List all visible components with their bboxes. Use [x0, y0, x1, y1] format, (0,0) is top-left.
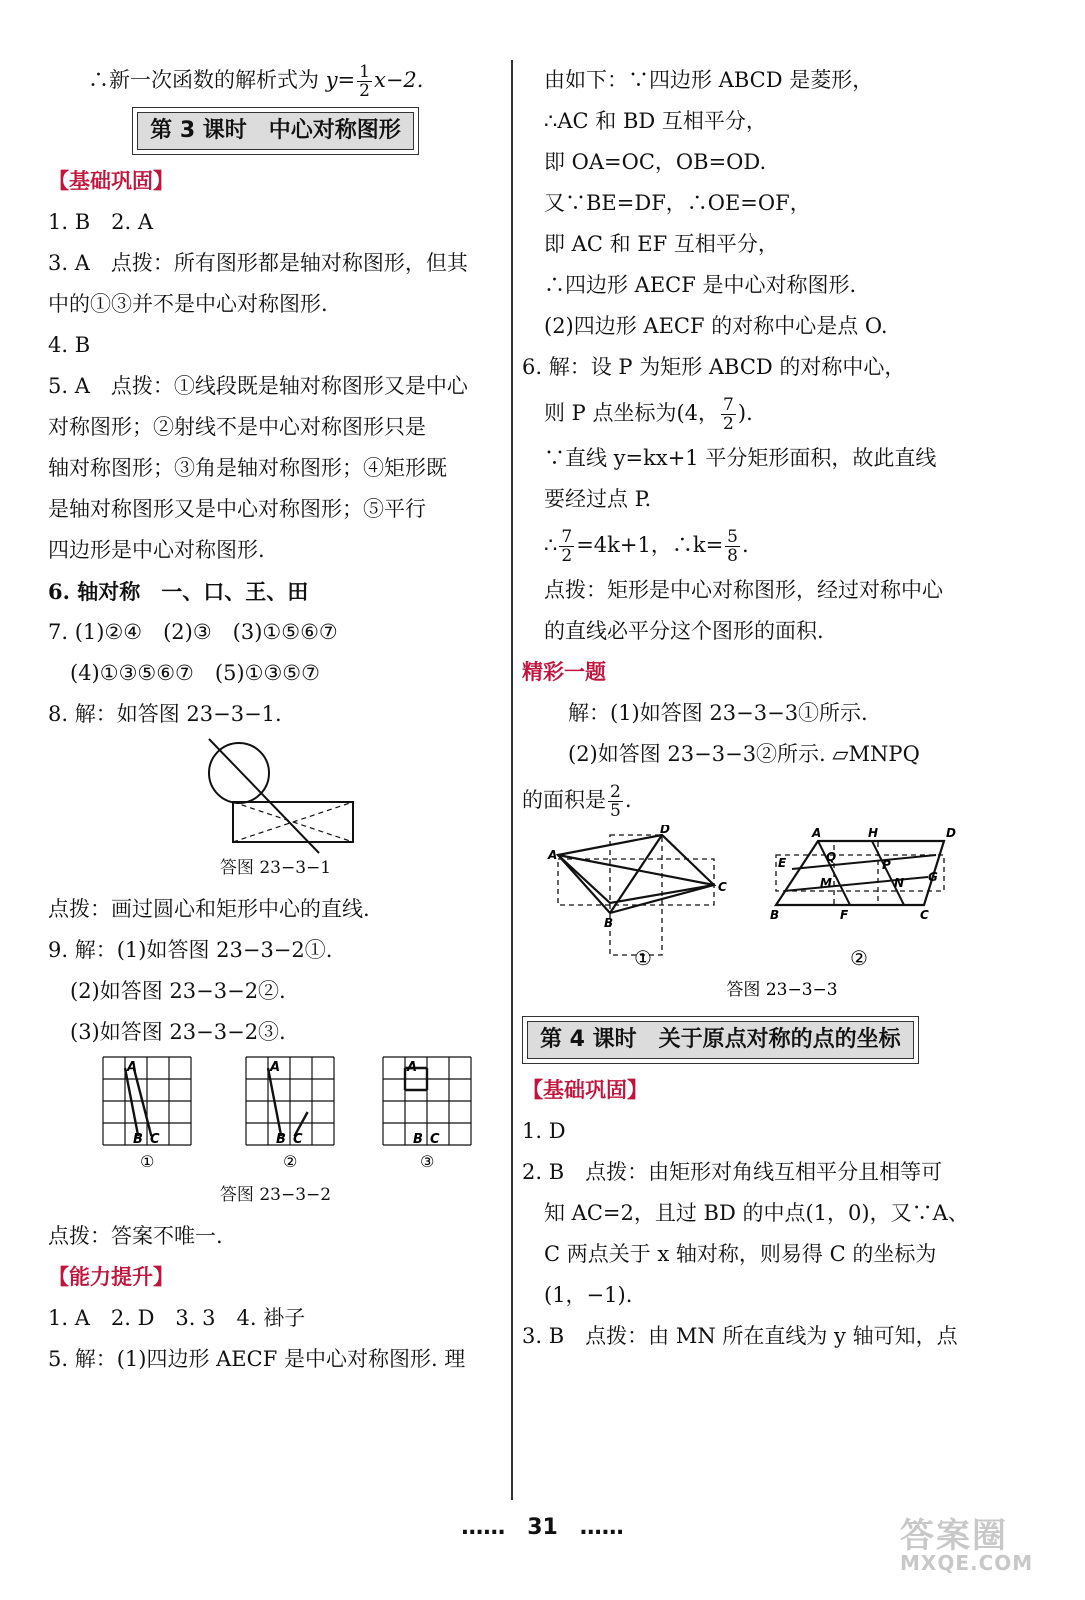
fig2-label: F [840, 908, 849, 922]
answer-c1: 1. D [522, 1119, 566, 1143]
result-fraction: $\frac{1}{2}$ [359, 62, 370, 101]
grid-point-label: C [293, 1131, 303, 1147]
answer-9: 9. 解：(1)如答图 23−3−2①. [48, 938, 333, 962]
fig2-label: Q [826, 850, 837, 864]
caption-23-3-3: 答图 23−3−3 [726, 980, 838, 1000]
answer-7: 7. (1)②④ (2)③ (3)①⑤⑥⑦ [48, 620, 338, 644]
figure-23-3-1 [181, 735, 371, 855]
result-y: y= [325, 68, 356, 92]
fig2-line [792, 855, 936, 869]
fig2-line [784, 877, 928, 891]
answer-5-cont: 轴对称图形；③角是轴对称图形；④矩形既 [48, 456, 447, 480]
page-number: …… 31 …… [461, 1515, 624, 1540]
answer-c2-cont: C 两点关于 x 轴对称，则易得 C 的坐标为 [544, 1242, 937, 1266]
fig2-label: M [820, 876, 832, 890]
answer-9-cont: (2)如答图 23−3−2②. [70, 979, 286, 1003]
result-text: ∴新一次函数的解析式为 [88, 68, 319, 92]
section-basic: 【基础巩固】 [48, 169, 174, 193]
k-equation-line: ∴ $\frac{7}{2}$ =4k+1，∴k= $\frac{5}{8}$ . [544, 527, 749, 566]
tip-9: 点拨：答案不唯一. [48, 1224, 223, 1248]
answer-7-cont: (4)①③⑤⑥⑦ (5)①③⑤⑦ [70, 661, 320, 685]
point-p-line: 则 P 点坐标为(4， $\frac{7}{2}$ ). [544, 395, 753, 434]
area-line: 的面积是 $\frac{2}{5}$ . [522, 782, 632, 821]
fig2-dashed-rect [834, 841, 878, 905]
fig2-label: G [928, 870, 938, 884]
grid-point-label: A [270, 1060, 281, 1075]
answer-3: 3. A 点拨：所有图形都是轴对称图形，但其 [48, 251, 468, 275]
answer-1-2: 1. B 2. A [48, 210, 154, 234]
left-column [48, 60, 503, 1380]
result-x: x−2. [373, 68, 424, 92]
grid-figure-number: ① [140, 1152, 155, 1171]
answer-c2-cont: (1，−1). [544, 1283, 633, 1307]
answer-c3: 3. B 点拨：由 MN 所在直线为 y 轴可知，点 [522, 1324, 958, 1348]
lesson4-header [522, 1010, 1042, 1070]
answer-5: 5. A 点拨：①线段既是轴对称图形又是中心 [48, 374, 468, 398]
grid-point-label: A [407, 1060, 418, 1075]
fig-number-2: ② [850, 946, 868, 970]
tip-6-cont: 的直线必平分这个图形的面积. [544, 619, 824, 643]
fig2-label: N [894, 876, 905, 890]
figure-23-3-3 [522, 825, 1042, 1000]
fig2-label: E [778, 856, 787, 870]
grid-figure-number: ③ [420, 1152, 435, 1171]
answer-ability-5: 5. 解：(1)四边形 AECF 是中心对称图形. 理 [48, 1347, 466, 1371]
section-wonderful: 精彩一题 [522, 660, 606, 684]
watermark [900, 1508, 1033, 1575]
caption-23-3-2: 答图 23−3−2 [219, 1185, 332, 1205]
answer-5-cont: 是轴对称图形又是中心对称图形；⑤平行 [48, 497, 426, 521]
fig2-line [872, 841, 904, 905]
proof-line: ∴AC 和 BD 互相平分， [544, 109, 767, 133]
column-divider [511, 60, 513, 1500]
fig2-label: P [882, 858, 891, 872]
answer-3-cont: 中的①③并不是中心对称图形. [48, 292, 328, 316]
lesson3-header [48, 101, 503, 161]
proof-line: 要经过点 P. [544, 487, 652, 511]
section-ability: 【能力提升】 [48, 1265, 174, 1289]
grid-point-label: B [276, 1131, 286, 1147]
watermark-line-2: MXQE.COM [900, 1551, 1034, 1575]
right-column [522, 60, 1042, 1357]
grid-point-label: C [150, 1131, 160, 1147]
fig1-label-b: B [604, 916, 614, 930]
proof-line: (2)四边形 AECF 的对称中心是点 O. [544, 314, 888, 338]
lesson4-title: 第 4 课时 关于原点对称的点的坐标 [527, 1021, 914, 1059]
wonderful-answer-2: (2)如答图 23−3−3②所示. ▱MNPQ [568, 742, 920, 766]
wonderful-answer-1: 解：(1)如答图 23−3−3①所示. [568, 701, 868, 725]
answer-4: 4. B [48, 333, 91, 357]
proof-line: ∴四边形 AECF 是中心对称图形. [544, 273, 857, 297]
grid-figure-number: ② [283, 1152, 298, 1171]
fig2-label: A [812, 826, 822, 840]
grid-point-label: B [413, 1131, 423, 1147]
grid-point-label: C [430, 1131, 440, 1147]
fig2-label: H [868, 826, 879, 840]
function-result-line [48, 60, 503, 101]
figure-23-3-2 [48, 1053, 503, 1178]
fig-number-1: ① [634, 946, 652, 970]
circle-shape [209, 743, 269, 803]
fig2-parallelogram [776, 841, 944, 905]
answer-8: 8. 解：如答图 23−3−1. [48, 702, 282, 726]
answer-5-cont: 四边形是中心对称图形. [48, 538, 265, 562]
grid-point-label: A [127, 1060, 138, 1075]
fig2-label: D [946, 826, 956, 840]
lesson3-title: 第 3 课时 中心对称图形 [137, 112, 414, 150]
fig1-label-d: D [660, 825, 670, 836]
tip-8: 点拨：画过圆心和矩形中心的直线. [48, 897, 370, 921]
fig1-label-c: C [718, 880, 727, 894]
answer-c2-cont: 知 AC=2，且过 BD 的中点(1，0)，又∵A、 [544, 1201, 969, 1225]
fig2-dashed-rect [776, 855, 944, 891]
grid-point-label: B [133, 1131, 143, 1147]
fig1-label-a: A [548, 848, 558, 862]
fig2-label: B [770, 908, 780, 922]
section-basic-2: 【基础巩固】 [522, 1078, 648, 1102]
answer-6-solution: 6. 解：设 P 为矩形 ABCD 的对称中心， [522, 355, 906, 379]
proof-line: 即 AC 和 EF 互相平分， [544, 232, 779, 256]
answer-c2: 2. B 点拨：由矩形对角线互相平分且相等可 [522, 1160, 943, 1184]
answer-ability-1-4: 1. A 2. D 3. 3 4. 褂子 [48, 1306, 306, 1330]
shape-segment [268, 1068, 281, 1136]
watermark-line-1: 答案圈 [900, 1516, 1008, 1556]
proof-line: 又∵BE=DF，∴OE=OF， [544, 191, 811, 215]
fig2-label: C [920, 908, 929, 922]
proof-line: 由如下：∵四边形 ABCD 是菱形， [544, 68, 874, 92]
proof-line: ∵直线 y=kx+1 平分矩形面积，故此直线 [544, 446, 937, 470]
proof-line: 即 OA=OC，OB=OD. [544, 150, 767, 174]
caption-23-3-1: 答图 23−3−1 [219, 858, 332, 878]
tip-6: 点拨：矩形是中心对称图形，经过对称中心 [544, 578, 943, 602]
answer-6: 6. 轴对称 一、口、王、田 [48, 579, 309, 604]
answer-9-cont: (3)如答图 23−3−2③. [70, 1020, 286, 1044]
answer-5-cont: 对称图形；②射线不是中心对称图形只是 [48, 415, 426, 439]
